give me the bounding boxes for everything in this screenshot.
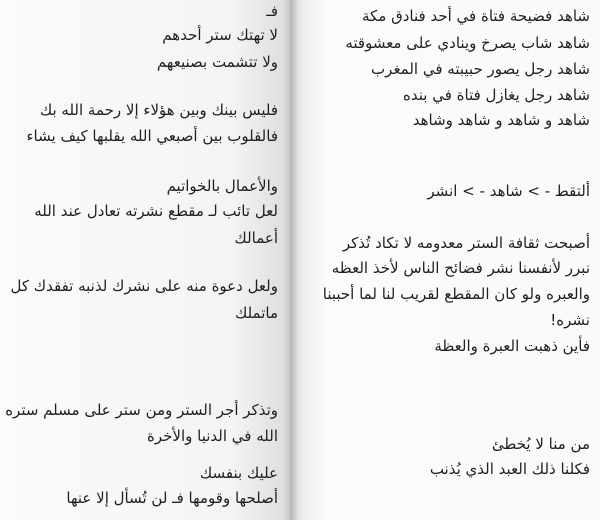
right-line-3: شاهد رجل يصور حبيبته في المغرب [371,60,590,78]
left-line-6: والأعمال بالخواتيم [166,177,278,195]
right-line-7: أصبحت ثقافة الستر معدومه لا تكاد تُذكر [342,234,590,252]
left-line-13: عليك بنفسك [199,464,278,482]
right-line-6: ألتقط - > شاهد - > انشر [427,182,590,200]
left-line-12: الله في الدنيا والأخرة [147,427,278,445]
left-line-8: أعمالك [234,229,278,247]
right-line-11: فأين ذهبت العبرة والعظة [434,337,590,355]
book-spine-shadow [284,0,298,520]
right-line-8: نبرر لأنفسنا نشر فضائح الناس لأخذ العظه [331,259,590,277]
right-page [290,0,600,520]
left-line-14: أصلحها وقومها فـ لن تُسأل إلا عنها [66,489,278,507]
right-line-12: من منا لا يُخطئ [491,435,590,453]
left-line-9: ولعل دعوة منه على نشرك لذنبه تفقدك كل [10,277,278,295]
right-line-5: شاهد و شاهد و شاهد وشاهد [412,111,590,129]
left-line-3: ولا تتشمت بصنيعهم [156,53,278,71]
left-line-5: فالقلوب بين أصبعي الله يقلبها كيف يشاء [26,127,278,145]
left-line-11: وتذكر أجر الستر ومن ستر على مسلم ستره [5,401,278,419]
right-line-9: والعبره ولو كان المقطع لقريب لنا لما أحببنا [322,285,590,303]
left-line-10: ماتملك [234,304,278,322]
left-page [0,0,290,520]
left-line-1: فـ [266,2,278,20]
left-line-7: لعل تائب لـ مقطع نشرته تعادل عند الله [34,202,278,220]
left-line-2: لا تهتك ستر أحدهم [162,26,278,44]
right-line-1: شاهد فضيحة فتاة في أحد فنادق مكة [361,7,590,25]
right-line-2: شاهد شاب يصرخ وينادي على معشوقته [345,34,590,52]
right-line-13: فكلنا ذلك العبد الذي يُذنب [429,460,590,478]
left-line-4: فليس بينك وبين هؤلاء إلا رحمة الله بك [39,101,278,119]
right-line-4: شاهد رجل يغازل فتاة في بنده [403,86,590,104]
right-line-10: نشره! [550,311,590,329]
